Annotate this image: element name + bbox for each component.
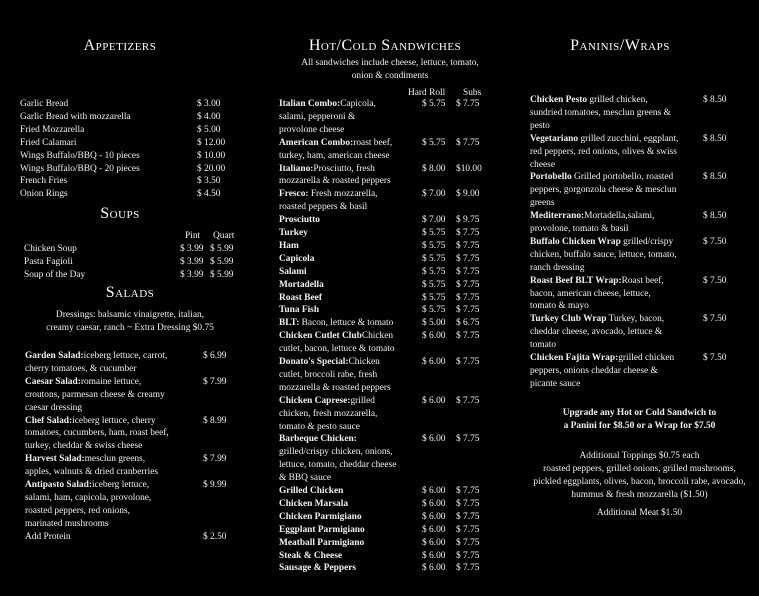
sandwich-sub-price: $ 7.75 xyxy=(456,279,480,290)
sandwich-hard-roll-price: $ 5.75 xyxy=(422,305,446,316)
toppings-line3: pickled eggplants, olives, bacon, broccoli rabe, avocado, xyxy=(533,477,746,487)
sandwich-item xyxy=(279,304,319,317)
panini-description-line: sundried tomatoes, mesclun greens & xyxy=(530,107,671,118)
sandwich-name: Turkey xyxy=(279,228,308,238)
appetizer-name: Wings Buffalo/BBQ - 20 pieces xyxy=(20,163,140,174)
panini-description-line: greens xyxy=(530,198,555,209)
sandwich-item xyxy=(279,163,375,176)
sandwich-description-line: roasted peppers & basil xyxy=(279,202,368,213)
soups-col-quart: Quart xyxy=(213,231,235,241)
sandwich-name: Ham xyxy=(279,240,299,251)
sandwich-sub-price: $ 7.75 xyxy=(456,331,480,342)
sandwich-sub-price: $ 7.75 xyxy=(456,498,480,509)
sandwich-hard-roll-price: $ 6.00 xyxy=(422,434,446,445)
panini-description-line: chicken, buffalo sauce, lettuce, tomato, xyxy=(530,249,677,260)
sandwich-hard-roll-price: $ 8.00 xyxy=(422,163,446,174)
salad-description-line: tomatoes, cucumbers, ham, roast beef, xyxy=(25,428,169,439)
panini-name: Vegetariano xyxy=(530,133,579,144)
sandwich-name: Eggplant Parmigiano xyxy=(279,524,365,535)
sandwiches-subtitle-line2: onion & condiments xyxy=(351,71,429,81)
sandwich-name: Mortadella xyxy=(279,279,324,290)
sandwich-name: Grilled Chicken xyxy=(279,486,344,496)
soup-name: Pasta Fagioli xyxy=(24,256,73,267)
sandwich-hard-roll-price: $ 5.75 xyxy=(422,266,446,277)
sandwich-name: American Combo: xyxy=(279,137,354,148)
soup-pint-price: $ 3.99 xyxy=(180,269,204,280)
add-protein-label: Add Protein xyxy=(25,532,71,542)
sandwich-hard-roll-price: $ 5.00 xyxy=(422,318,446,329)
panini-price: $ 7.50 xyxy=(703,314,727,325)
sandwich-sub-price: $ 7.75 xyxy=(456,137,480,148)
appetizer-price: $ 3.50 xyxy=(197,176,221,187)
salad-price: $ 7.99 xyxy=(203,376,227,387)
panini-price: $ 7.50 xyxy=(703,236,727,247)
sandwich-name: Sausage & Peppers xyxy=(279,563,357,574)
sandwich-hard-roll-price: $ 5.75 xyxy=(422,240,446,251)
soups-col-pint: Pint xyxy=(185,231,201,241)
sandwich-description: Chicken xyxy=(361,331,394,342)
sandwich-sub-price: $ 7.75 xyxy=(456,486,480,496)
salad-name: Garden Salad: xyxy=(25,351,84,361)
sandwich-sub-price: $ 7.75 xyxy=(456,563,480,574)
sandwich-hard-roll-price: $ 6.00 xyxy=(422,486,446,496)
panini-item xyxy=(530,352,674,365)
sandwich-description-line: cutlet, bacon, lettuce & tomato xyxy=(279,344,395,355)
appetizer-name: Fried Mozzarella xyxy=(20,124,85,135)
sandwich-sub-price: $ 7.75 xyxy=(456,395,480,406)
sandwich-hard-roll-price: $ 6.00 xyxy=(422,498,446,509)
sandwich-sub-price: $ 7.75 xyxy=(456,511,480,522)
panini-description: grilled/crispy xyxy=(620,236,674,247)
soup-name: Soup of the Day xyxy=(24,269,86,280)
salad-description-line: marinated mushrooms xyxy=(25,518,109,529)
additional-meat: Additional Meat $1.50 xyxy=(596,508,683,518)
sandwich-item xyxy=(279,433,357,446)
panini-description-line: bacon, american cheese, lettuce, xyxy=(530,288,651,299)
sandwich-item xyxy=(279,550,342,563)
sandwich-hard-roll-price: $ 5.75 xyxy=(422,228,446,238)
sandwich-item xyxy=(279,292,322,305)
panini-item xyxy=(530,210,654,223)
sandwich-name: Steak & Cheese xyxy=(279,550,343,561)
sandwich-sub-price: $10.00 xyxy=(456,163,482,174)
sandwich-name: Italian Combo: xyxy=(279,99,341,109)
soup-name: Chicken Soup xyxy=(24,244,77,254)
sandwiches-col-hard-roll: Hard Roll xyxy=(408,88,446,98)
panini-description-line: cheddar cheese, avocado, lettuce & xyxy=(530,327,663,338)
salad-description: iceberg lettuce, carrot, xyxy=(83,351,168,361)
sandwich-description-line: lettuce, tomato, cheddar cheese xyxy=(279,460,397,471)
sandwich-item xyxy=(279,356,380,369)
salad-price: $ 7.99 xyxy=(203,454,227,465)
sandwich-name: Donato's Special: xyxy=(279,357,349,367)
sandwich-item xyxy=(279,253,314,266)
appetizer-name: Wings Buffalo/BBQ - 10 pieces xyxy=(20,150,140,161)
sandwich-name: BLT: xyxy=(279,318,300,329)
salad-description: iceberg lettuce, cherry xyxy=(72,415,156,426)
sandwich-description-line: chicken, fresh mozzarella, xyxy=(279,408,378,419)
panini-description-line: tomato xyxy=(530,340,557,351)
sandwich-description: Chicken xyxy=(348,357,380,367)
sandwich-hard-roll-price: $ 7.00 xyxy=(422,189,446,200)
sandwich-sub-price: $ 7.75 xyxy=(456,266,480,277)
panini-item xyxy=(530,236,673,249)
sandwich-item xyxy=(279,214,320,227)
sandwich-name: Italiano: xyxy=(279,163,314,174)
sandwich-hard-roll-price: $ 6.00 xyxy=(422,395,446,406)
sandwich-description-line: cutlet, broccoli rabe, fresh xyxy=(279,369,378,380)
panini-item xyxy=(530,94,648,107)
appetizer-price: $ 10.00 xyxy=(197,150,226,161)
sandwich-sub-price: $ 7.75 xyxy=(456,240,480,251)
sandwich-item xyxy=(279,537,364,550)
middle-column xyxy=(270,0,510,596)
sandwich-item xyxy=(279,227,308,240)
sandwich-sub-price: $ 9.75 xyxy=(456,215,480,226)
toppings-line1: Additional Toppings $0.75 each xyxy=(579,451,700,461)
sandwich-item xyxy=(279,330,393,343)
sandwich-description: Bacon, lettuce & tomato xyxy=(299,318,394,329)
salad-description: mesclun greens, xyxy=(84,454,146,465)
sandwich-item xyxy=(279,524,365,537)
sandwich-hard-roll-price: $ 5.75 xyxy=(422,279,446,290)
salad-description-line: cherry tomatoes, & cucumber xyxy=(25,363,137,374)
salad-item xyxy=(25,415,156,428)
panini-item xyxy=(530,275,664,288)
sandwich-name: Salami xyxy=(279,266,307,277)
appetizer-price: $ 3.00 xyxy=(197,99,221,109)
sandwich-hard-roll-price: $ 5.75 xyxy=(422,99,446,109)
soup-quart-price: $ 5.99 xyxy=(210,256,234,267)
panini-item xyxy=(530,133,678,146)
sandwich-description-line: & BBQ sauce xyxy=(279,473,332,484)
panini-description-line: provolone, tomato & basil xyxy=(530,224,629,234)
sandwich-item xyxy=(279,395,375,408)
sandwich-description: Prosciutto, fresh xyxy=(313,163,375,174)
salad-description: iceberg lettuce, xyxy=(91,480,150,490)
soup-quart-price: $ 5.99 xyxy=(210,269,234,280)
upgrade-line2: a Panini for $8.50 or a Wrap for $7.50 xyxy=(563,421,716,431)
salad-description: romaine lettuce, xyxy=(80,376,142,387)
panini-description: grilled chicken, xyxy=(587,95,648,105)
sandwich-sub-price: $ 7.75 xyxy=(456,228,480,238)
appetizers-heading: Appetizers xyxy=(83,37,157,54)
panini-description-line: red peppers, red onions, olives & swiss xyxy=(530,146,677,157)
panini-price: $ 8.50 xyxy=(703,211,727,222)
salads-dressings-line1: Dressings: balsamic vinaigrette, italian, xyxy=(55,310,205,320)
panini-description: Mortadella,salami, xyxy=(584,211,655,222)
sandwich-item xyxy=(279,188,377,201)
panini-name: Portobello xyxy=(530,172,572,183)
sandwich-sub-price: $ 7.75 xyxy=(456,292,480,303)
salad-description-line: salami, ham, capicola, provolone, xyxy=(25,492,152,503)
salads-heading: Salads xyxy=(105,284,155,301)
appetizer-name: Garlic Bread xyxy=(20,99,69,109)
sandwich-sub-price: $ 7.75 xyxy=(456,434,480,445)
sandwich-hard-roll-price: $ 7.00 xyxy=(422,215,446,226)
salad-description-line: roasted peppers, red onions, xyxy=(25,505,130,516)
panini-name: Roast Beef BLT Wrap: xyxy=(530,275,622,286)
right-column xyxy=(520,0,759,596)
sandwich-item xyxy=(279,240,299,253)
salad-description-line: apples, walnuts & dried cranberries xyxy=(25,467,159,478)
paninis-heading: Paninis/Wraps xyxy=(570,37,670,54)
salad-name: Harvest Salad: xyxy=(25,454,85,465)
panini-description-line: peppers, onions cheddar cheese & xyxy=(530,365,658,376)
sandwich-description-line: tomato & pesto sauce xyxy=(279,421,360,432)
sandwich-item xyxy=(279,98,376,111)
sandwiches-col-subs: Subs xyxy=(463,88,482,98)
salad-price: $ 8.99 xyxy=(203,415,227,426)
salad-price: $ 6.99 xyxy=(203,351,227,361)
salad-item xyxy=(25,479,149,492)
sandwich-name: Prosciutto xyxy=(279,215,320,226)
sandwich-name: Chicken Caprese: xyxy=(279,395,351,406)
sandwiches-heading: Hot/Cold Sandwiches xyxy=(308,37,462,54)
sandwich-description: Capicola, xyxy=(340,99,376,109)
sandwich-description: Fresh mozzarella, xyxy=(308,189,378,200)
sandwich-item xyxy=(279,562,356,575)
sandwich-sub-price: $ 7.75 xyxy=(456,524,480,535)
appetizer-price: $ 4.50 xyxy=(197,189,221,200)
appetizer-name: French Fries xyxy=(20,176,68,187)
sandwich-description: roast beef, xyxy=(353,137,393,148)
panini-description: grilled zucchini, eggplant, xyxy=(578,133,679,144)
sandwich-name: Barbeque Chicken: xyxy=(279,434,357,445)
panini-item xyxy=(530,313,664,326)
salads-dressings-line2: creamy caesar, ranch ~ Extra Dressing $0.75 xyxy=(46,323,214,333)
panini-description-line: peppers, gorgonzola cheese & mesclun xyxy=(530,185,677,196)
sandwich-hard-roll-price: $ 5.75 xyxy=(422,292,446,303)
sandwich-sub-price: $ 7.75 xyxy=(456,550,480,561)
sandwiches-subtitle-line1: All sandwiches include cheese, lettuce, tomato, xyxy=(301,58,479,68)
toppings-line4: hummus & fresh mozzarella ($1.50) xyxy=(571,490,708,500)
sandwich-item xyxy=(279,279,324,292)
sandwich-hard-roll-price: $ 6.00 xyxy=(422,563,446,574)
sandwich-sub-price: $ 7.75 xyxy=(456,99,480,109)
panini-name: Chicken Pesto xyxy=(530,95,588,105)
sandwich-hard-roll-price: $ 6.00 xyxy=(422,550,446,561)
salad-name: Caesar Salad: xyxy=(25,376,81,387)
panini-description: Roast beef, xyxy=(621,275,664,286)
sandwich-description-line: mozzarella & roasted peppers xyxy=(279,382,391,393)
sandwich-hard-roll-price: $ 6.00 xyxy=(422,357,446,367)
appetizer-price: $ 4.00 xyxy=(197,111,221,122)
salad-price: $ 9.99 xyxy=(203,480,227,490)
soup-pint-price: $ 3.99 xyxy=(180,256,204,267)
panini-name: Turkey Club Wrap xyxy=(530,314,607,325)
sandwich-item xyxy=(279,485,343,498)
panini-price: $ 8.50 xyxy=(703,133,727,144)
sandwich-item xyxy=(279,498,348,511)
sandwich-sub-price: $ 7.75 xyxy=(456,537,480,548)
sandwich-description-line: salami, pepperoni & xyxy=(279,111,356,122)
panini-name: Buffalo Chicken Wrap xyxy=(530,236,621,247)
sandwich-name: Tuna Fish xyxy=(279,305,320,316)
appetizer-price: $ 5.00 xyxy=(197,124,221,135)
sandwich-sub-price: $ 7.75 xyxy=(456,305,480,316)
panini-description-line: picante sauce xyxy=(530,378,581,389)
panini-price: $ 8.50 xyxy=(703,95,727,105)
soup-quart-price: $ 5.99 xyxy=(210,244,234,254)
sandwich-name: Chicken Marsala xyxy=(279,498,349,509)
sandwich-hard-roll-price: $ 6.00 xyxy=(422,537,446,548)
salad-item xyxy=(25,350,167,363)
left-column xyxy=(0,0,260,596)
panini-description-line: tomato & mayo xyxy=(530,301,589,312)
appetizer-name: Fried Calamari xyxy=(20,137,77,148)
sandwich-sub-price: $ 6.75 xyxy=(456,318,480,329)
sandwich-hard-roll-price: $ 5.75 xyxy=(422,137,446,148)
sandwich-sub-price: $ 7.75 xyxy=(456,357,480,367)
salad-description-line: turkey, cheddar & swiss cheese xyxy=(25,441,143,452)
panini-description: Grilled portobello, roasted xyxy=(571,172,674,183)
salad-description-line: caesar dressing xyxy=(25,402,83,413)
sandwich-name: Roast Beef xyxy=(279,292,322,303)
sandwich-name: Chicken Parmigiano xyxy=(279,511,362,522)
panini-name: Mediterrano: xyxy=(530,211,585,222)
sandwich-item xyxy=(279,317,393,330)
sandwich-description-line: grilled/crispy chicken, onions, xyxy=(279,447,393,458)
appetizer-price: $ 20.00 xyxy=(197,163,226,174)
sandwich-hard-roll-price: $ 6.00 xyxy=(422,511,446,522)
sandwich-sub-price: $ 9.00 xyxy=(456,189,480,200)
sandwich-description-line: mozzarella & roasted peppers xyxy=(279,176,391,187)
sandwich-item xyxy=(279,511,362,524)
panini-description: grilled chicken xyxy=(618,353,675,363)
sandwich-description: grilled xyxy=(350,395,375,406)
soups-heading: Soups xyxy=(100,205,140,222)
panini-description-line: pesto xyxy=(530,120,550,131)
appetizer-name: Onion Rings xyxy=(20,189,68,200)
sandwich-hard-roll-price: $ 6.00 xyxy=(422,524,446,535)
salad-description-line: croutons, parmesan cheese & creamy xyxy=(25,389,165,400)
panini-price: $ 7.50 xyxy=(703,353,727,363)
sandwich-description-line: provolone cheese xyxy=(279,124,345,135)
appetizer-name: Garlic Bread with mozzarella xyxy=(20,111,131,122)
panini-item xyxy=(530,171,673,184)
add-protein-price: $ 2.50 xyxy=(203,532,227,542)
upgrade-line1: Upgrade any Hot or Cold Sandwich to xyxy=(562,408,717,418)
salad-name: Chef Salad: xyxy=(25,415,73,426)
sandwich-sub-price: $ 7.75 xyxy=(456,253,480,264)
sandwich-name: Fresco: xyxy=(279,189,309,200)
soup-pint-price: $ 3.99 xyxy=(180,244,204,254)
sandwich-item xyxy=(279,266,307,279)
salad-item xyxy=(25,376,141,389)
panini-description-line: cheese xyxy=(530,159,555,170)
sandwich-hard-roll-price: $ 6.00 xyxy=(422,331,446,342)
panini-price: $ 7.50 xyxy=(703,275,727,286)
sandwich-name: Chicken Cutlet Club xyxy=(279,331,362,342)
sandwich-hard-roll-price: $ 5.75 xyxy=(422,253,446,264)
panini-description: Turkey, bacon, xyxy=(606,314,665,325)
appetizer-price: $ 12.00 xyxy=(197,137,226,148)
sandwich-name: Meatball Parmigiano xyxy=(279,537,365,548)
salad-name: Antipasto Salad: xyxy=(25,480,92,490)
sandwich-item xyxy=(279,137,392,150)
toppings-line2: roasted peppers, grilled onions, grilled mushrooms, xyxy=(543,464,736,474)
salad-item xyxy=(25,453,145,466)
panini-description-line: ranch dressing xyxy=(530,262,585,273)
panini-price: $ 8.50 xyxy=(703,172,727,183)
sandwich-name: Capicola xyxy=(279,253,315,264)
panini-name: Chicken Fajita Wrap: xyxy=(530,353,619,363)
sandwich-description-line: turkey, ham, american cheese xyxy=(279,150,390,161)
